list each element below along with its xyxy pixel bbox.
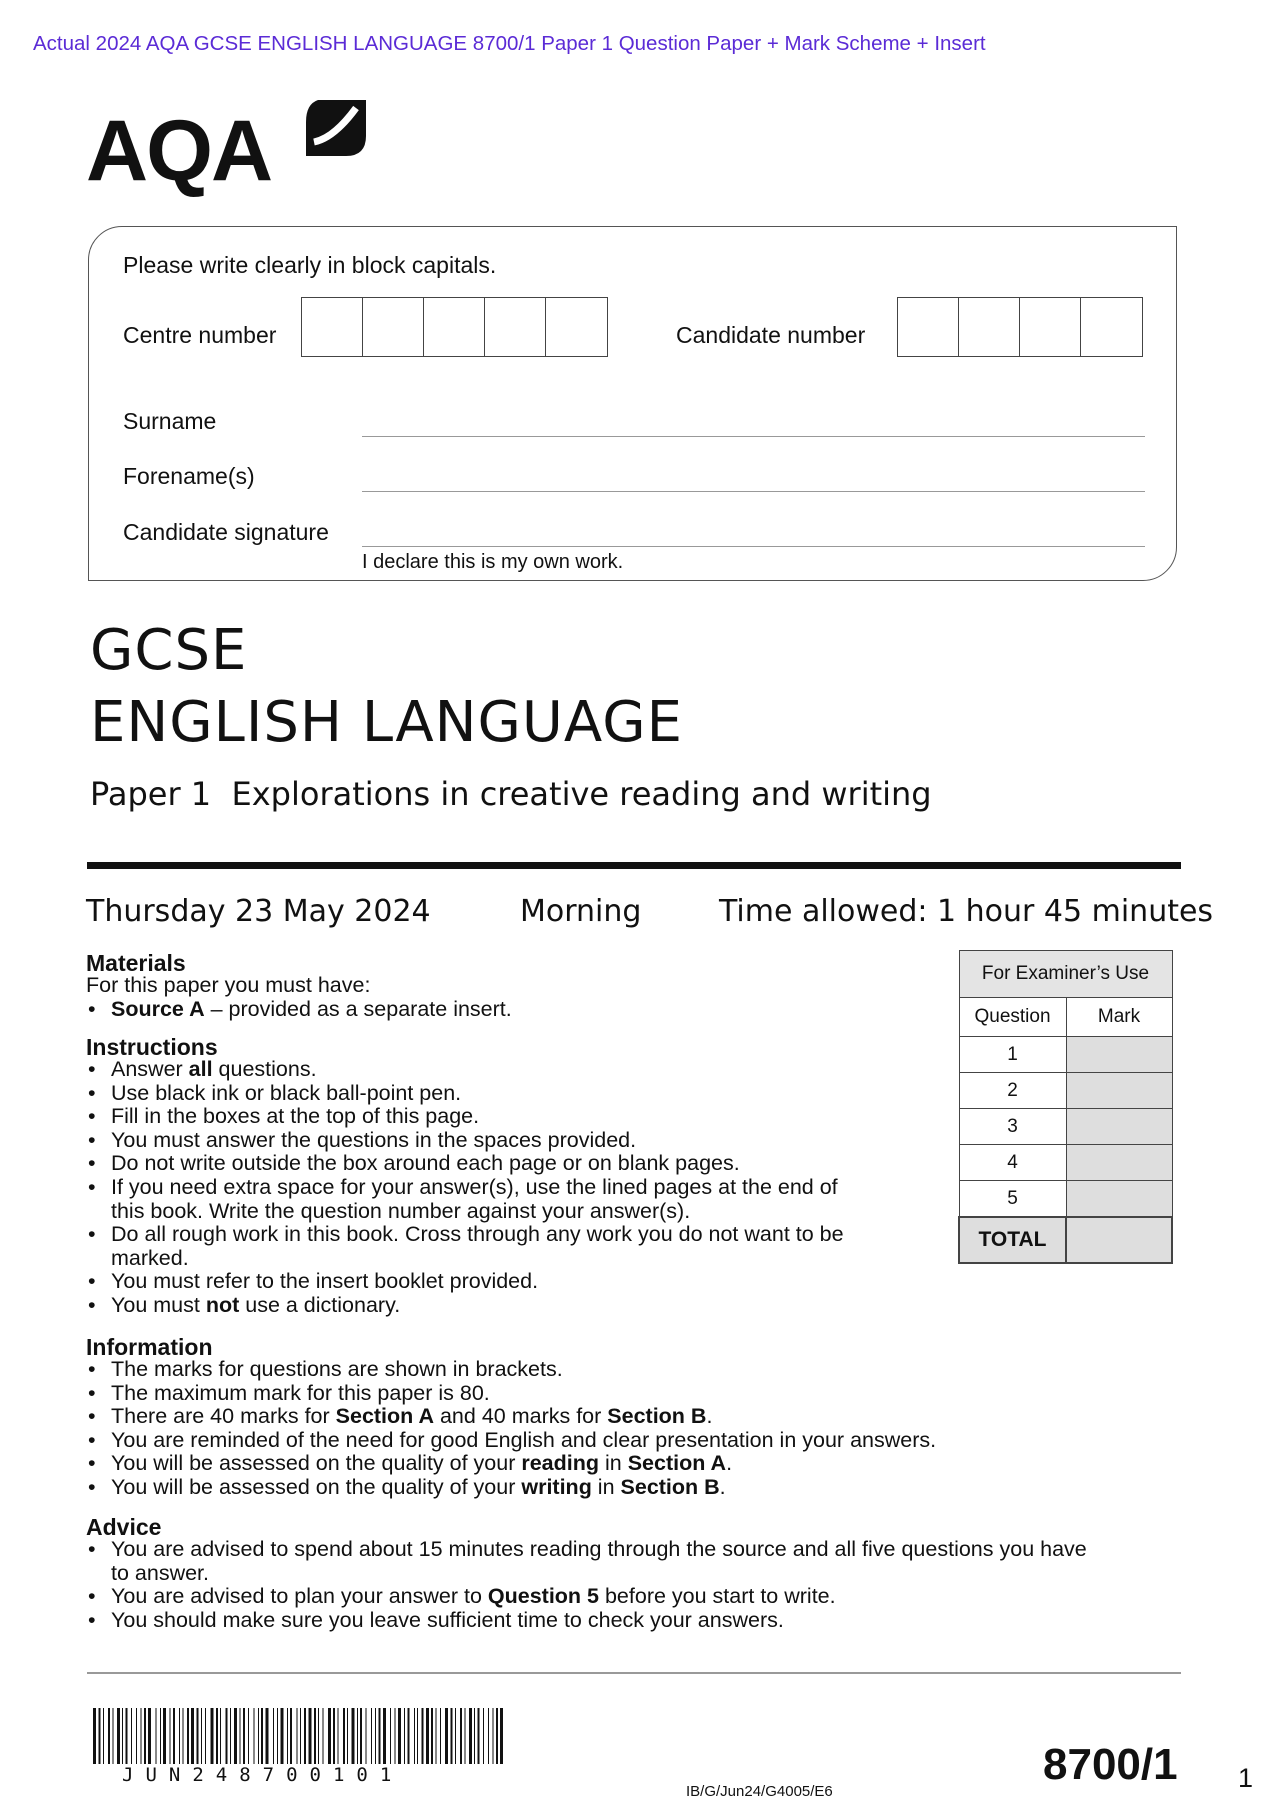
page-number: 1: [1238, 1763, 1254, 1793]
examiners-use-heading: For Examiner’s Use: [959, 951, 1172, 998]
advice-list: [86, 1538, 1196, 1632]
centre-number-digit-box[interactable]: [302, 298, 363, 356]
instructions-list: [86, 1058, 946, 1318]
aqa-logo: [86, 98, 376, 202]
bullet-icon: •: [88, 1151, 96, 1176]
bullet-icon: •: [88, 1222, 96, 1247]
list-item: • Do not write outside the box around each page or on blank pages.: [88, 1151, 740, 1176]
surname-label: Surname: [123, 408, 217, 434]
mark-cell[interactable]: [1066, 1145, 1172, 1181]
information-list: [86, 1358, 1186, 1500]
materials-intro: For this paper you must have:: [86, 973, 371, 997]
list-item: • You must refer to the insert booklet provided.: [88, 1269, 539, 1294]
list-item: • Use black ink or black ball-point pen.: [88, 1080, 462, 1105]
aqa-logo-text: AQA: [86, 103, 272, 199]
materials-heading: Materials: [86, 950, 186, 976]
subject-title: ENGLISH LANGUAGE: [90, 690, 684, 755]
list-item: • You should make sure you leave sufficient time to check your answers.: [88, 1607, 784, 1632]
candidate-number-label: Candidate number: [676, 322, 866, 348]
bullet-icon: •: [88, 1451, 96, 1476]
bullet-icon: •: [88, 1584, 96, 1609]
list-item: • You will be assessed on the quality of your writing in Section B.: [88, 1474, 726, 1499]
mark-cell[interactable]: [1066, 1181, 1172, 1218]
materials-list: [86, 998, 886, 1022]
forenames-label: Forename(s): [123, 463, 255, 489]
candidate-number-boxes: [897, 297, 1143, 357]
question-number: 5: [959, 1181, 1066, 1218]
list-item: • You must not use a dictionary.: [88, 1292, 401, 1317]
aqa-logo-mark-icon: [304, 98, 368, 158]
footer-divider: [87, 1672, 1181, 1674]
centre-number-boxes: [301, 297, 608, 357]
time-allowed: Time allowed: 1 hour 45 minutes: [719, 894, 1214, 929]
candidate-number-digit-box[interactable]: [1020, 298, 1081, 356]
list-item: • The marks for questions are shown in brackets.: [88, 1357, 563, 1381]
centre-number-label: Centre number: [123, 322, 277, 348]
block-capitals-instruction: Please write clearly in block capitals.: [123, 252, 497, 278]
list-item: • There are 40 marks for Section A and 40 marks for Section B.: [88, 1404, 713, 1429]
list-item: • You will be assessed on the quality of your reading in Section A.: [88, 1451, 733, 1476]
list-item: • You are advised to plan your answer to Question 5 before you start to write.: [88, 1584, 836, 1609]
candidate-number-digit-box[interactable]: [1081, 298, 1142, 356]
bullet-icon: •: [88, 1057, 96, 1081]
forenames-line[interactable]: [362, 491, 1145, 492]
surname-line[interactable]: [362, 436, 1145, 437]
instructions-heading: Instructions: [86, 1034, 218, 1060]
paper-code: 8700/1: [1043, 1740, 1178, 1789]
bullet-icon: •: [88, 1537, 96, 1561]
list-item: • Answer all questions.: [88, 1057, 317, 1081]
mark-cell[interactable]: [1066, 1037, 1172, 1073]
list-item: • Source A – provided as a separate insert.: [88, 997, 512, 1021]
declaration-text: I declare this is my own work.: [362, 551, 624, 573]
advice-heading: Advice: [86, 1514, 162, 1540]
title-divider: [87, 862, 1181, 869]
centre-number-digit-box[interactable]: [363, 298, 424, 356]
bullet-icon: •: [88, 1474, 96, 1499]
list-item: • Fill in the boxes at the top of this page.: [88, 1104, 480, 1129]
list-item: • You are advised to spend about 15 minutes reading through the source and all five questions you have to answer.: [88, 1537, 1087, 1585]
bullet-icon: •: [88, 1174, 96, 1199]
bullet-icon: •: [88, 997, 96, 1021]
question-number: 4: [959, 1145, 1066, 1181]
mark-cell[interactable]: [1066, 1073, 1172, 1109]
question-number: 2: [959, 1073, 1066, 1109]
centre-number-digit-box[interactable]: [424, 298, 485, 356]
question-number: 1: [959, 1037, 1066, 1073]
bullet-icon: •: [88, 1269, 96, 1294]
barcode-digits: JUN248700101: [122, 1764, 404, 1786]
bullet-icon: •: [88, 1607, 96, 1632]
information-heading: Information: [86, 1334, 213, 1360]
exam-date: Thursday 23 May 2024: [86, 894, 431, 929]
bullet-icon: •: [88, 1104, 96, 1129]
centre-number-digit-box[interactable]: [546, 298, 607, 356]
signature-label: Candidate signature: [123, 519, 329, 545]
mark-column-header: Mark: [1066, 998, 1172, 1037]
examiners-use-table: [958, 950, 1173, 1264]
list-item: • You must answer the questions in the spaces provided.: [88, 1127, 637, 1152]
list-item: • If you need extra space for your answer(s), use the lined pages at the end of this book. Write the question number against your answer(s).: [88, 1174, 838, 1223]
qualification-title: GCSE: [90, 618, 248, 683]
paper-title: Paper 1 Explorations in creative reading and writing: [90, 775, 932, 813]
header-link[interactable]: Actual 2024 AQA GCSE ENGLISH LANGUAGE 8700/1 Paper 1 Question Paper + Mark Scheme + Insert: [33, 32, 986, 55]
question-number: 3: [959, 1109, 1066, 1145]
exam-session: Morning: [520, 894, 642, 929]
total-mark-cell[interactable]: [1066, 1217, 1172, 1263]
question-column-header: Question: [959, 998, 1066, 1037]
barcode-icon: [93, 1708, 503, 1764]
bullet-icon: •: [88, 1080, 96, 1105]
list-item: • The maximum mark for this paper is 80.: [88, 1380, 490, 1405]
centre-number-digit-box[interactable]: [485, 298, 546, 356]
bullet-icon: •: [88, 1427, 96, 1452]
signature-line[interactable]: [362, 546, 1145, 547]
list-item: • Do all rough work in this book. Cross through any work you do not want to be marked.: [88, 1222, 844, 1270]
candidate-number-digit-box[interactable]: [959, 298, 1020, 356]
bullet-icon: •: [88, 1292, 96, 1317]
bullet-icon: •: [88, 1404, 96, 1429]
bullet-icon: •: [88, 1380, 96, 1405]
mark-cell[interactable]: [1066, 1109, 1172, 1145]
reference-code: IB/G/Jun24/G4005/E6: [686, 1783, 833, 1800]
candidate-number-digit-box[interactable]: [898, 298, 959, 356]
bullet-icon: •: [88, 1127, 96, 1152]
total-label: TOTAL: [959, 1217, 1066, 1263]
list-item: • You are reminded of the need for good English and clear presentation in your answers.: [88, 1427, 937, 1452]
bullet-icon: •: [88, 1357, 96, 1381]
